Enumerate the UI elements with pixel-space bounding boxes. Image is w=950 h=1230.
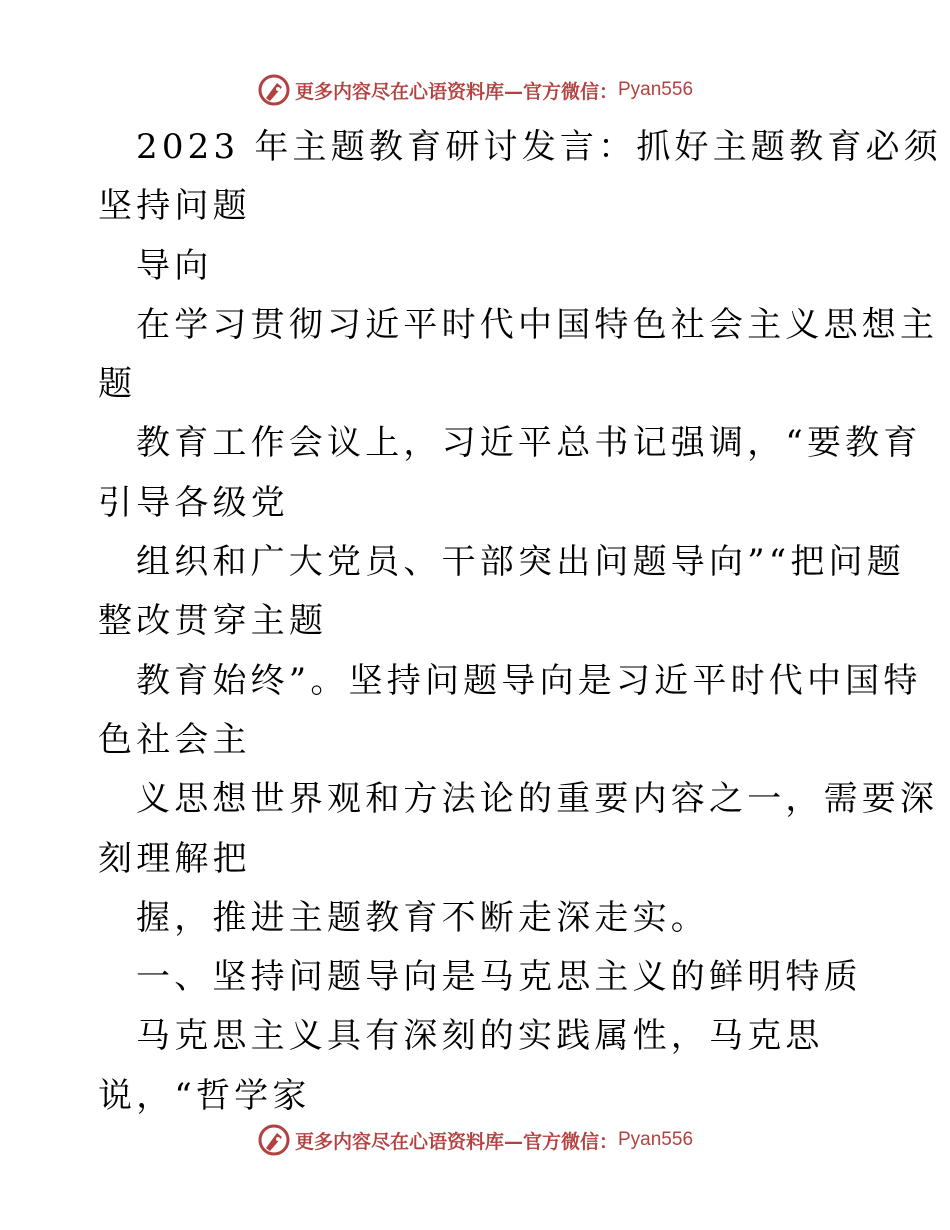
- document-line: 马克思主义具有深刻的实践属性，马克思: [136, 1016, 824, 1057]
- document-line: 导向: [136, 245, 213, 286]
- pen-nib-logo-icon: [257, 1123, 291, 1157]
- document-line: 整改贯穿主题: [98, 601, 328, 642]
- pen-nib-logo-icon: [257, 73, 291, 107]
- document-line: 2023 年主题教育研讨发言：抓好主题教育必须: [136, 127, 942, 167]
- document-line: 义思想世界观和方法论的重要内容之一，需要深: [136, 779, 939, 820]
- footer-watermark-banner: [0, 1120, 950, 1160]
- document-line: 一、坚持问题导向是马克思主义的鲜明特质: [136, 957, 862, 998]
- document-line: 题: [98, 364, 137, 405]
- document-body: [98, 118, 942, 1126]
- header-watermark-banner: [0, 70, 950, 110]
- document-line: 组织和广大党员、干部突出问题导向”“把问题: [136, 542, 905, 583]
- banner-wechat-id: Pyan556: [618, 79, 694, 100]
- document-line: 坚持问题: [98, 186, 251, 227]
- banner-text: 更多内容尽在心语资料库—官方微信：: [294, 80, 618, 103]
- document-line: 引导各级党: [98, 482, 289, 523]
- document-line: 色社会主: [98, 719, 251, 760]
- document-line: 教育工作会议上，习近平总书记强调，“要教育: [136, 423, 922, 464]
- document-line: 在学习贯彻习近平时代中国特色社会主义思想主: [136, 304, 939, 345]
- document-line: 教育始终”。坚持问题导向是习近平时代中国特: [136, 660, 922, 701]
- banner-text: 更多内容尽在心语资料库—官方微信：: [294, 1130, 618, 1153]
- document-line: 握，推进主题教育不断走深走实。: [136, 897, 709, 938]
- document-line: 说，“哲学家: [98, 1075, 311, 1116]
- document-line: 刻理解把: [98, 838, 251, 879]
- banner-wechat-id: Pyan556: [618, 1129, 694, 1150]
